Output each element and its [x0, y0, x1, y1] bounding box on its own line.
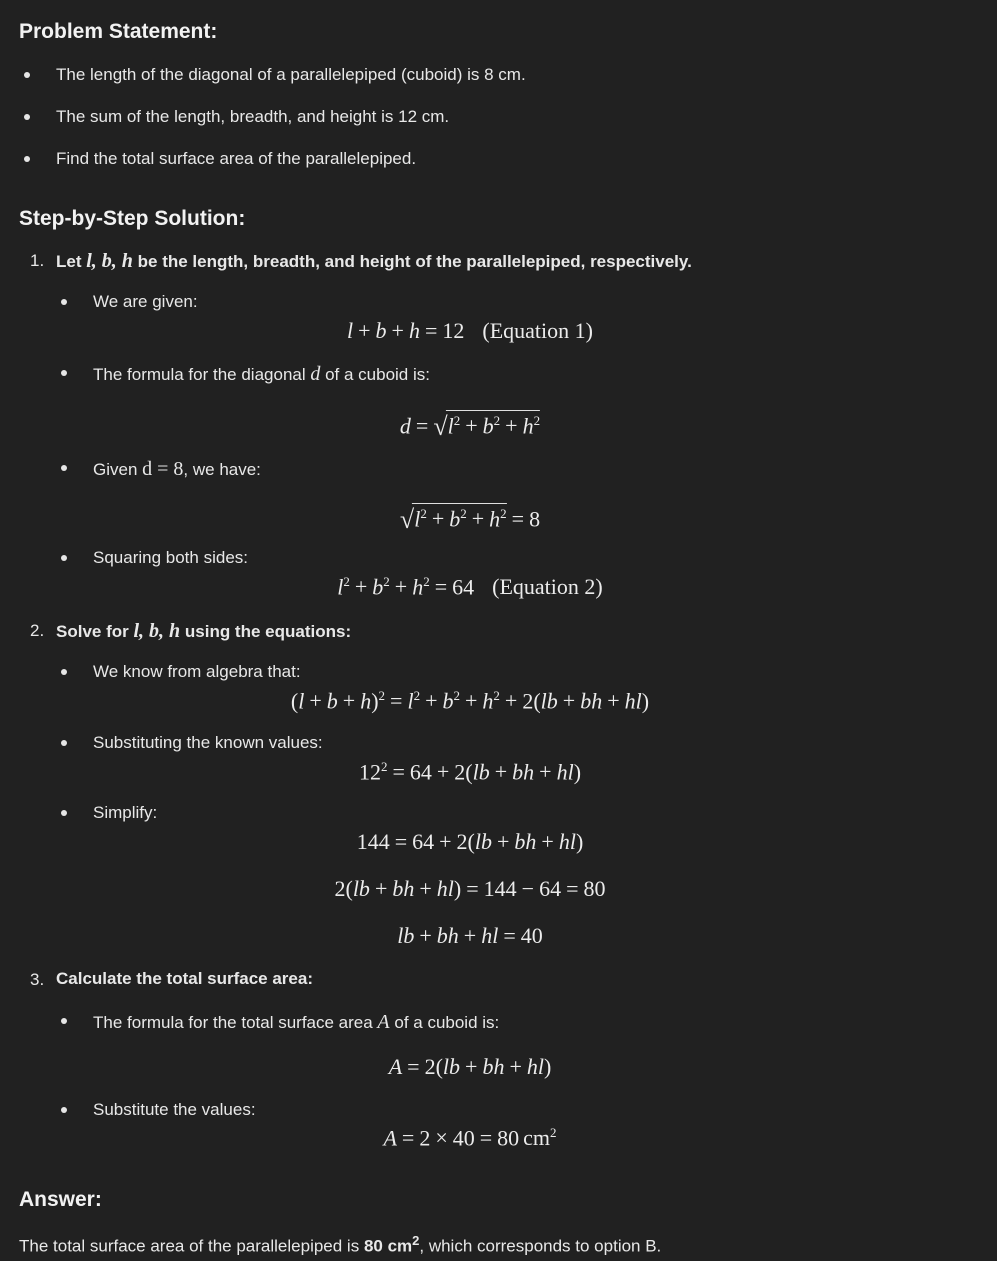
bullet-dot — [61, 669, 67, 675]
bullet-dot — [24, 156, 30, 162]
substituted-equation: $12^2 = 64 + 2(lb$ + bh + hl) — [358, 759, 582, 785]
bullet-dot — [61, 555, 67, 561]
step-2-bullet-simplify: Simplify: — [93, 803, 158, 822]
area-result: A = 2 × 40 = 80 $cm^2$ — [383, 1125, 557, 1151]
step-1-title: Let l, b, h be the length, breadth, and height of the parallelepiped, respectively. — [56, 250, 692, 272]
bullet-dot — [61, 465, 67, 471]
step-1-bullet-diagonal-formula: The formula for the diagonal d of a cuboid is: — [93, 363, 430, 385]
simplify-line-1: 144 = 64 + 2(lb + bh + hl) — [356, 829, 584, 854]
step-2-bullet-algebra: We know from algebra that: — [93, 662, 301, 681]
bullet-dot — [61, 810, 67, 816]
diagonal-equals-8: $√l^2 + b^2 + h^2 = 8$ — [400, 503, 540, 535]
equation-1: l + b + h = 12 (Equation 1) — [347, 318, 593, 343]
bullet-dot — [24, 114, 30, 120]
step-3-bullet-area-formula: The formula for the total surface area A of a cuboid is: — [93, 1011, 500, 1033]
step-3-bullet-substitute: Substitute the values: — [93, 1100, 256, 1119]
answer-heading: Answer: — [19, 1188, 102, 1211]
problem-bullet-1: The length of the diagonal of a parallelepiped (cuboid) is 8 cm. — [56, 65, 526, 84]
problem-heading: Problem Statement: — [19, 20, 218, 43]
bullet-dot — [61, 740, 67, 746]
step-number: 3. — [30, 970, 45, 989]
area-formula: A = 2(lb + bh + hl) — [388, 1054, 552, 1079]
bullet-dot — [61, 299, 67, 305]
algebra-identity: $(l + b + h)^2 = l^2 + b^2 + h^2 + 2(lb$ + bh + hl) — [290, 688, 650, 714]
step-1-bullet-given: We are given: — [93, 292, 198, 311]
step-number: 2. — [30, 621, 45, 640]
step-1-bullet-squaring: Squaring both sides: — [93, 548, 248, 567]
problem-bullet-3: Find the total surface area of the parallelepiped. — [56, 149, 417, 168]
bullet-dot — [61, 1107, 67, 1113]
step-2-bullet-substituting: Substituting the known values: — [93, 733, 323, 752]
step-1-bullet-given-d: Given d = 8, we have: — [93, 458, 261, 480]
simplify-line-2: 2(lb + bh + hl) = 144 − 64 = 80 — [334, 876, 606, 901]
bullet-dot — [61, 370, 67, 376]
diagonal-formula: $d = √l^2 + b^2 + h^2$ — [400, 410, 540, 442]
answer-text: The total surface area of the parallelepiped is 80 $cm^2$, which corresponds to option B. — [19, 1233, 662, 1256]
step-3-title: Calculate the total surface area: — [56, 969, 313, 988]
simplify-line-3: lb + bh + hl = 40 — [397, 923, 543, 948]
bullet-dot — [24, 72, 30, 78]
bullet-dot — [61, 1018, 67, 1024]
equation-2: $l^2 + b^2 + h^2 = 64$ (Equation 2) — [337, 574, 603, 600]
step-number: 1. — [30, 251, 45, 270]
problem-bullet-2: The sum of the length, breadth, and height is 12 cm. — [56, 107, 450, 126]
step-2-title: Solve for l, b, h using the equations: — [56, 620, 352, 642]
solution-heading: Step-by-Step Solution: — [19, 207, 246, 230]
